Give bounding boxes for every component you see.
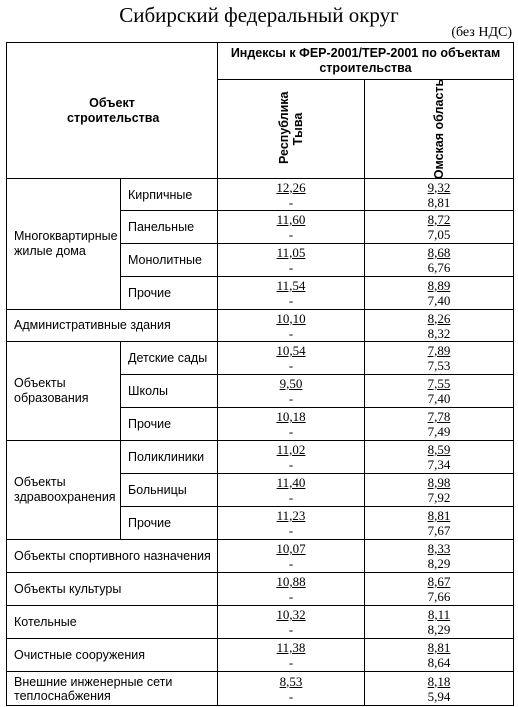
value-omsk: 9,32 8,81 [365, 179, 514, 211]
group-label: Объекты спортивного назначения [7, 540, 218, 573]
group-label: Котельные [7, 606, 218, 639]
subtype-label: Кирпичные [121, 179, 218, 211]
value-tyva: 11,05 - [218, 244, 365, 277]
group-label: Многоквартирные жилые дома [7, 179, 121, 310]
vat-note: (без НДС) [451, 25, 512, 40]
group-label: Очистные сооружения [7, 639, 218, 672]
value-tyva: 11,54 - [218, 277, 365, 310]
value-omsk: 8,72 7,05 [365, 211, 514, 244]
subtype-label: Детские сады [121, 342, 218, 375]
object-column-header: Объект строительства [7, 43, 218, 179]
subtype-label: Прочие [121, 408, 218, 441]
value-omsk: 8,67 7,66 [365, 573, 514, 606]
group-label: Объекты культуры [7, 573, 218, 606]
value-tyva: 8,53 - [218, 672, 365, 706]
value-tyva: 11,23 - [218, 507, 365, 540]
value-omsk: 7,55 7,40 [365, 375, 514, 408]
region-header-omsk: Омская область [365, 80, 514, 179]
group-label: Объекты образования [7, 342, 121, 441]
value-tyva: 11,60 - [218, 211, 365, 244]
subtype-label: Панельные [121, 211, 218, 244]
value-omsk: 8,68 6,76 [365, 244, 514, 277]
group-label: Административные здания [7, 310, 218, 342]
value-omsk: 8,81 7,67 [365, 507, 514, 540]
value-tyva: 10,18 - [218, 408, 365, 441]
group-label: Объекты здравоохранения [7, 441, 121, 540]
index-table [6, 42, 514, 706]
value-tyva: 10,07 - [218, 540, 365, 573]
value-omsk: 8,18 5,94 [365, 672, 514, 706]
subtype-label: Прочие [121, 277, 218, 310]
subtype-label: Больницы [121, 474, 218, 507]
value-tyva: 12,26 - [218, 179, 365, 211]
value-omsk: 8,33 8,29 [365, 540, 514, 573]
value-tyva: 10,10 - [218, 310, 365, 342]
value-tyva: 9,50 - [218, 375, 365, 408]
value-omsk: 7,89 7,53 [365, 342, 514, 375]
subtype-label: Школы [121, 375, 218, 408]
value-omsk: 8,81 8,64 [365, 639, 514, 672]
subtype-label: Монолитные [121, 244, 218, 277]
indices-column-header: Индексы к ФЕР-2001/ТЕР-2001 по объектам строительства [218, 43, 514, 80]
page-title: Сибирский федеральный округ [119, 3, 399, 27]
subtype-label: Поликлиники [121, 441, 218, 474]
value-omsk: 8,11 8,29 [365, 606, 514, 639]
value-tyva: 10,32 - [218, 606, 365, 639]
value-tyva: 11,38 - [218, 639, 365, 672]
value-omsk: 8,89 7,40 [365, 277, 514, 310]
value-omsk: 8,98 7,92 [365, 474, 514, 507]
value-tyva: 11,02 - [218, 441, 365, 474]
value-tyva: 10,54 - [218, 342, 365, 375]
subtype-label: Прочие [121, 507, 218, 540]
region-header-tyva: Республика Тыва [218, 80, 365, 179]
value-omsk: 7,78 7,49 [365, 408, 514, 441]
group-label: Внешние инженерные сети теплоснабжения [7, 672, 218, 706]
value-tyva: 11,40 - [218, 474, 365, 507]
value-omsk: 8,26 8,32 [365, 310, 514, 342]
value-tyva: 10,88 - [218, 573, 365, 606]
value-omsk: 8,59 7,34 [365, 441, 514, 474]
